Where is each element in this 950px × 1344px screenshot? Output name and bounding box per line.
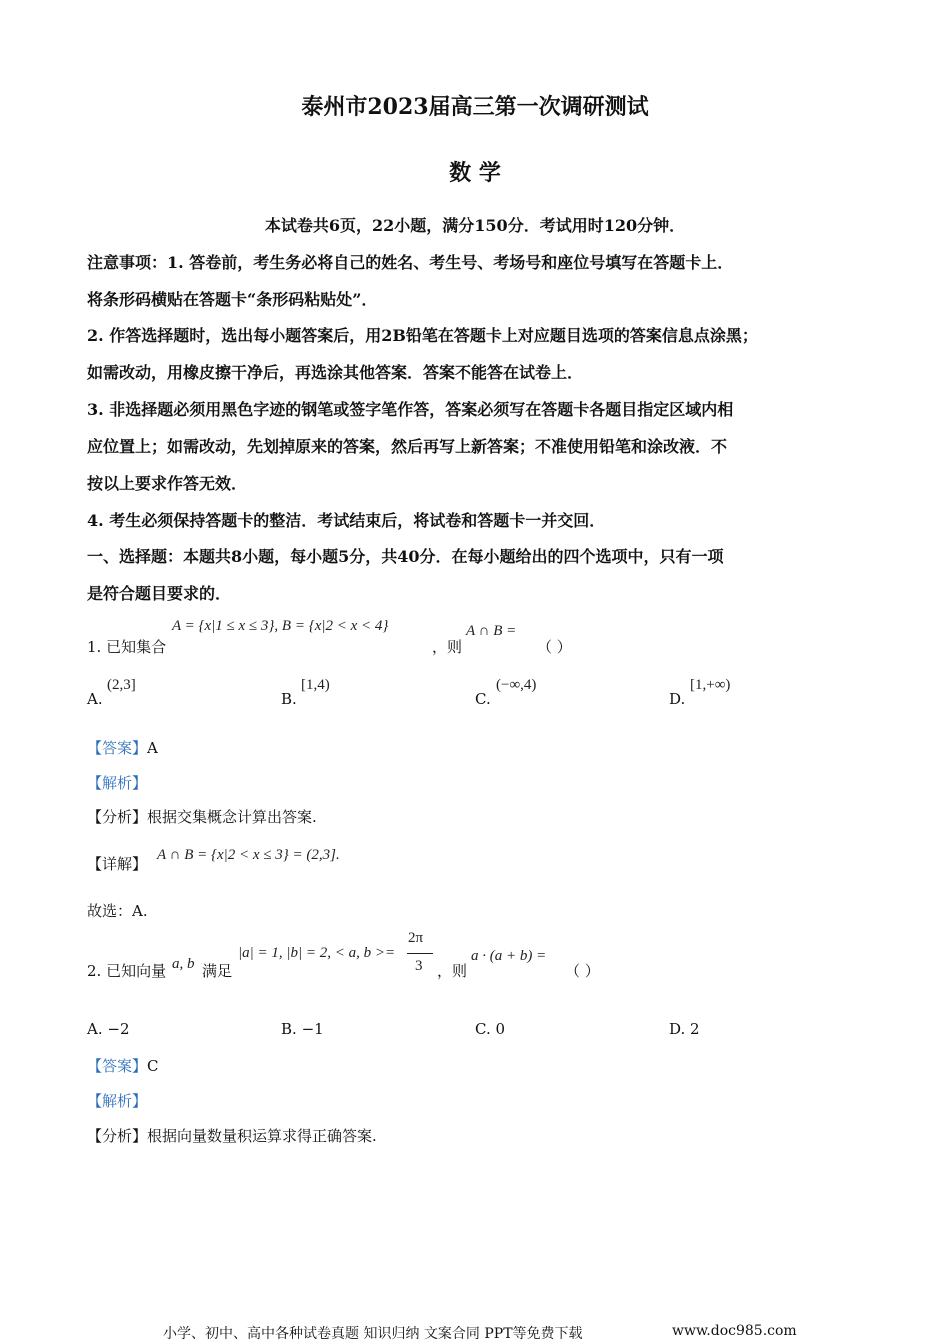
q2-then: ，则	[437, 962, 468, 980]
q1-answer-tag: 【答案】	[87, 739, 148, 757]
q2-option-c	[475, 1020, 505, 1038]
q2-option-a	[87, 1020, 130, 1038]
section-heading-line-2: 是符合题目要求的．	[87, 584, 232, 603]
q2-option-a-label: A.	[87, 1020, 103, 1038]
q1-blank: （ ）	[537, 638, 572, 656]
q2-option-d-label: D.	[669, 1020, 686, 1038]
footer-text: 小学、初中、高中各种试卷真题 知识归纳 文案合同 PPT等免费下载	[163, 1326, 583, 1342]
q2-answer-tag: 【答案】	[87, 1057, 148, 1075]
notes-line-5: 3. 非选择题必须用黑色字迹的钢笔或签字笔作答，答案必须写在答题卡各题目指定区域内相	[87, 400, 734, 419]
section-heading-line-1: 一、选择题：本题共8小题，每小题5分，共40分．在每小题给出的四个选项中，只有一项	[87, 547, 724, 566]
q1-option-d-value: [1,+∞)	[690, 677, 731, 693]
q2-option-b-label: B.	[281, 1020, 297, 1038]
q2-vectors: a, b	[172, 956, 195, 972]
notes-line-7: 按以上要求作答无效．	[87, 474, 248, 493]
q2-option-c-value: 0	[495, 1020, 506, 1038]
q1-option-a-value: (2,3]	[107, 677, 136, 693]
q2-prefix: 2. 已知向量	[87, 962, 167, 980]
q1-prefix: 1. 已知集合	[87, 638, 167, 656]
q2-analysis-tag: 【解析】	[87, 1092, 148, 1110]
q2-option-b-value: −1	[301, 1020, 324, 1038]
q2-satisfy: 满足	[202, 962, 233, 980]
q2-option-d-value: 2	[690, 1020, 700, 1038]
q2-fenxi: 【分析】根据向量数量积运算求得正确答案.	[87, 1127, 377, 1145]
notes-line-3: 2. 作答选择题时，选出每小题答案后，用2B铅笔在答题卡上对应题目选项的答案信息点涂黑；	[87, 326, 758, 345]
exam-summary: 本试卷共6页，22小题，满分150分．考试用时120分钟．	[264, 216, 686, 235]
notes-line-2: 将条形码横贴在答题卡“条形码粘贴处”．	[87, 290, 378, 309]
q2-answer-value: C	[147, 1057, 159, 1075]
q1-analysis-tag: 【解析】	[87, 774, 148, 792]
footer-url[interactable]: www.doc985.com	[672, 1323, 797, 1339]
q1-option-a-label: A.	[87, 690, 103, 708]
q1-target: A ∩ B =	[466, 623, 517, 639]
q1-choose: 故选：A.	[87, 902, 148, 920]
page-title: 泰州市2023届高三第一次调研测试	[301, 94, 649, 120]
q1-set-expression: A = {x|1 ≤ x ≤ 3}, B = {x|2 < x < 4}	[172, 618, 389, 634]
q2-target: a · (a + b) =	[471, 948, 547, 964]
q2-blank: （ ）	[565, 962, 600, 980]
q2-option-c-label: C.	[475, 1020, 491, 1038]
q1-option-c-value: (−∞,4)	[496, 677, 537, 693]
q1-option-d-label: D.	[669, 690, 686, 708]
q2-conditions: |a| = 1, |b| = 2, < a, b >=	[238, 945, 396, 961]
q2-option-b	[281, 1020, 324, 1038]
notes-line-8: 4. 考生必须保持答题卡的整洁．考试结束后，将试卷和答题卡一并交回．	[87, 511, 606, 530]
q1-then: ，则	[432, 638, 463, 656]
q2-option-a-value: −2	[107, 1020, 130, 1038]
subject-title: 数 学	[449, 160, 501, 186]
q1-answer-value: A	[147, 739, 158, 757]
q1-detail-tag: 【详解】	[87, 855, 148, 873]
notes-line-1: 注意事项：1. 答卷前，考生务必将自己的姓名、考生号、考场号和座位号填写在答题卡上．	[87, 253, 734, 272]
q1-answer-row	[87, 737, 158, 758]
q2-option-d	[669, 1020, 700, 1038]
notes-line-4: 如需改动，用橡皮擦干净后，再选涂其他答案．答案不能答在试卷上．	[87, 363, 584, 382]
q2-fraction-bar	[407, 953, 433, 954]
q1-option-b-value: [1,4)	[301, 677, 330, 693]
q1-detail-expression: A ∩ B = {x|2 < x ≤ 3} = (2,3].	[157, 847, 340, 863]
q1-option-b-label: B.	[281, 690, 297, 708]
q1-fenxi: 【分析】根据交集概念计算出答案.	[87, 808, 317, 826]
q2-answer-row	[87, 1055, 159, 1076]
q1-option-c-label: C.	[475, 690, 491, 708]
q2-fraction-numerator: 2π	[408, 930, 424, 946]
q2-fraction-denominator: 3	[415, 958, 423, 974]
notes-line-6: 应位置上；如需改动，先划掉原来的答案，然后再写上新答案；不准使用铅笔和涂改液．不	[87, 437, 728, 456]
